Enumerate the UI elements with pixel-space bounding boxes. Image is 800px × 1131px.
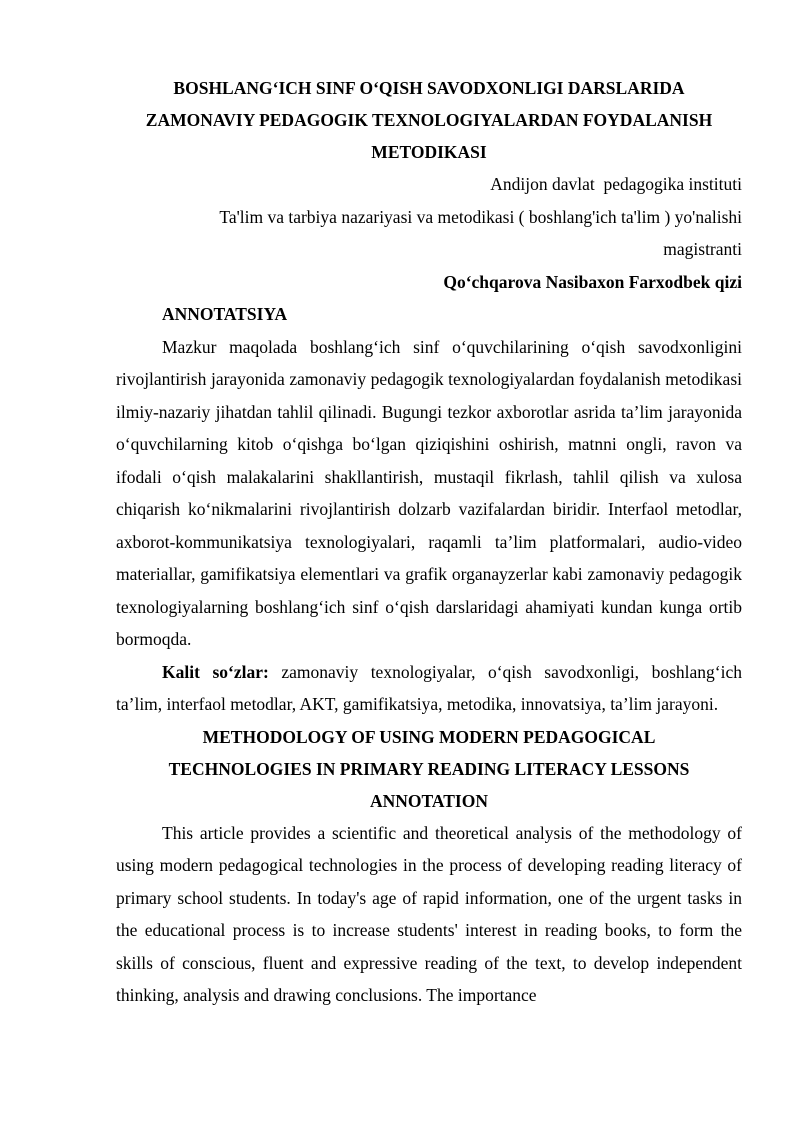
institute-name: Andijon davlat pedagogika instituti <box>490 174 742 194</box>
keywords-label: Kalit so‘zlar: <box>162 661 269 682</box>
annotation-en-body: This article provides a scientific and theoretical analysis of the methodology of using modern pedagogical technologies in the process of developing reading literacy of primary school students. In today's age of rapid information, one of the urgent tasks in the educational process is to increase students' interest in reading books, to form the skills of conscious, fluent and expressive reading of the text, to develop independent thinking, analysis and drawing conclusions. The importance <box>116 822 742 1005</box>
author-affiliation <box>116 168 742 298</box>
title-english <box>116 721 742 817</box>
paper-content <box>116 72 742 1012</box>
title-uzbek <box>116 72 742 168</box>
annotation-en-heading: ANNOTATION <box>370 790 488 811</box>
title-en-line-1: METHODOLOGY OF USING MODERN PEDAGOGICAL <box>202 726 656 747</box>
title-en-line-2: TECHNOLOGIES IN PRIMARY READING LITERACY LESSONS <box>168 758 690 779</box>
annotation-uz-heading: ANNOTATSIYA <box>162 304 288 324</box>
title-uz-line-1: BOSHLANG‘ICH SINF O‘QISH SAVODXONLIGI DARSLARIDA <box>173 78 685 98</box>
title-uz-line-2: ZAMONAVIY PEDAGOGIK TEXNOLOGIYALARDAN FOYDALANISH <box>145 110 713 130</box>
program-name: Ta'lim va tarbiya nazariyasi va metodikasi ( boshlang'ich ta'lim ) yo'nalishi <box>219 206 742 227</box>
keywords-uz <box>116 656 742 721</box>
author-name: Qo‘chqarova Nasibaxon Farxodbek qizi <box>443 271 742 292</box>
title-uz-line-3: METODIKASI <box>371 142 487 162</box>
keywords-text: zamonaviy texnologiyalar, o‘qish savodxonligi, boshlang‘ich ta’lim, interfaol metodlar, AKT, gamifikatsiya, metodika, innovatsiya, ta’lim jarayoni. <box>116 661 743 714</box>
annotation-uz-body: Mazkur maqolada boshlang‘ich sinf o‘quvchilarining o‘qish savodxonligini rivojlantirish jarayonida zamonaviy pedagogik texnologiyalardan foydalanish metodikasi ilmiy-nazariy jihatdan tahlil qilinadi. Bugungi tezkor axborotlar asrida ta’lim jarayonida o‘quvchilarning kitob o‘qishga bo‘lgan qiziqishini oshirish, matnni ongli, ravon va ifodali o‘qish malakalarini shakllantirish, mustaqil fikrlash, tahlil qilish va xulosa chiqarish ko‘nikmalarini rivojlantirish dolzarb vazifalardan biridir. Interfaol metodlar, axborot-kommunikatsiya texnologiyalari, raqamli ta’lim platformalari, audio-video materiallar, gamifikatsiya elementlari va grafik organayzerlar kabi zamonaviy pedagogik texnologiyalarning boshlang‘ich sinf o‘qish darslaridagi ahamiyati kundan kunga ortib bormoqda. <box>116 336 742 649</box>
author-status: magistranti <box>663 239 742 259</box>
